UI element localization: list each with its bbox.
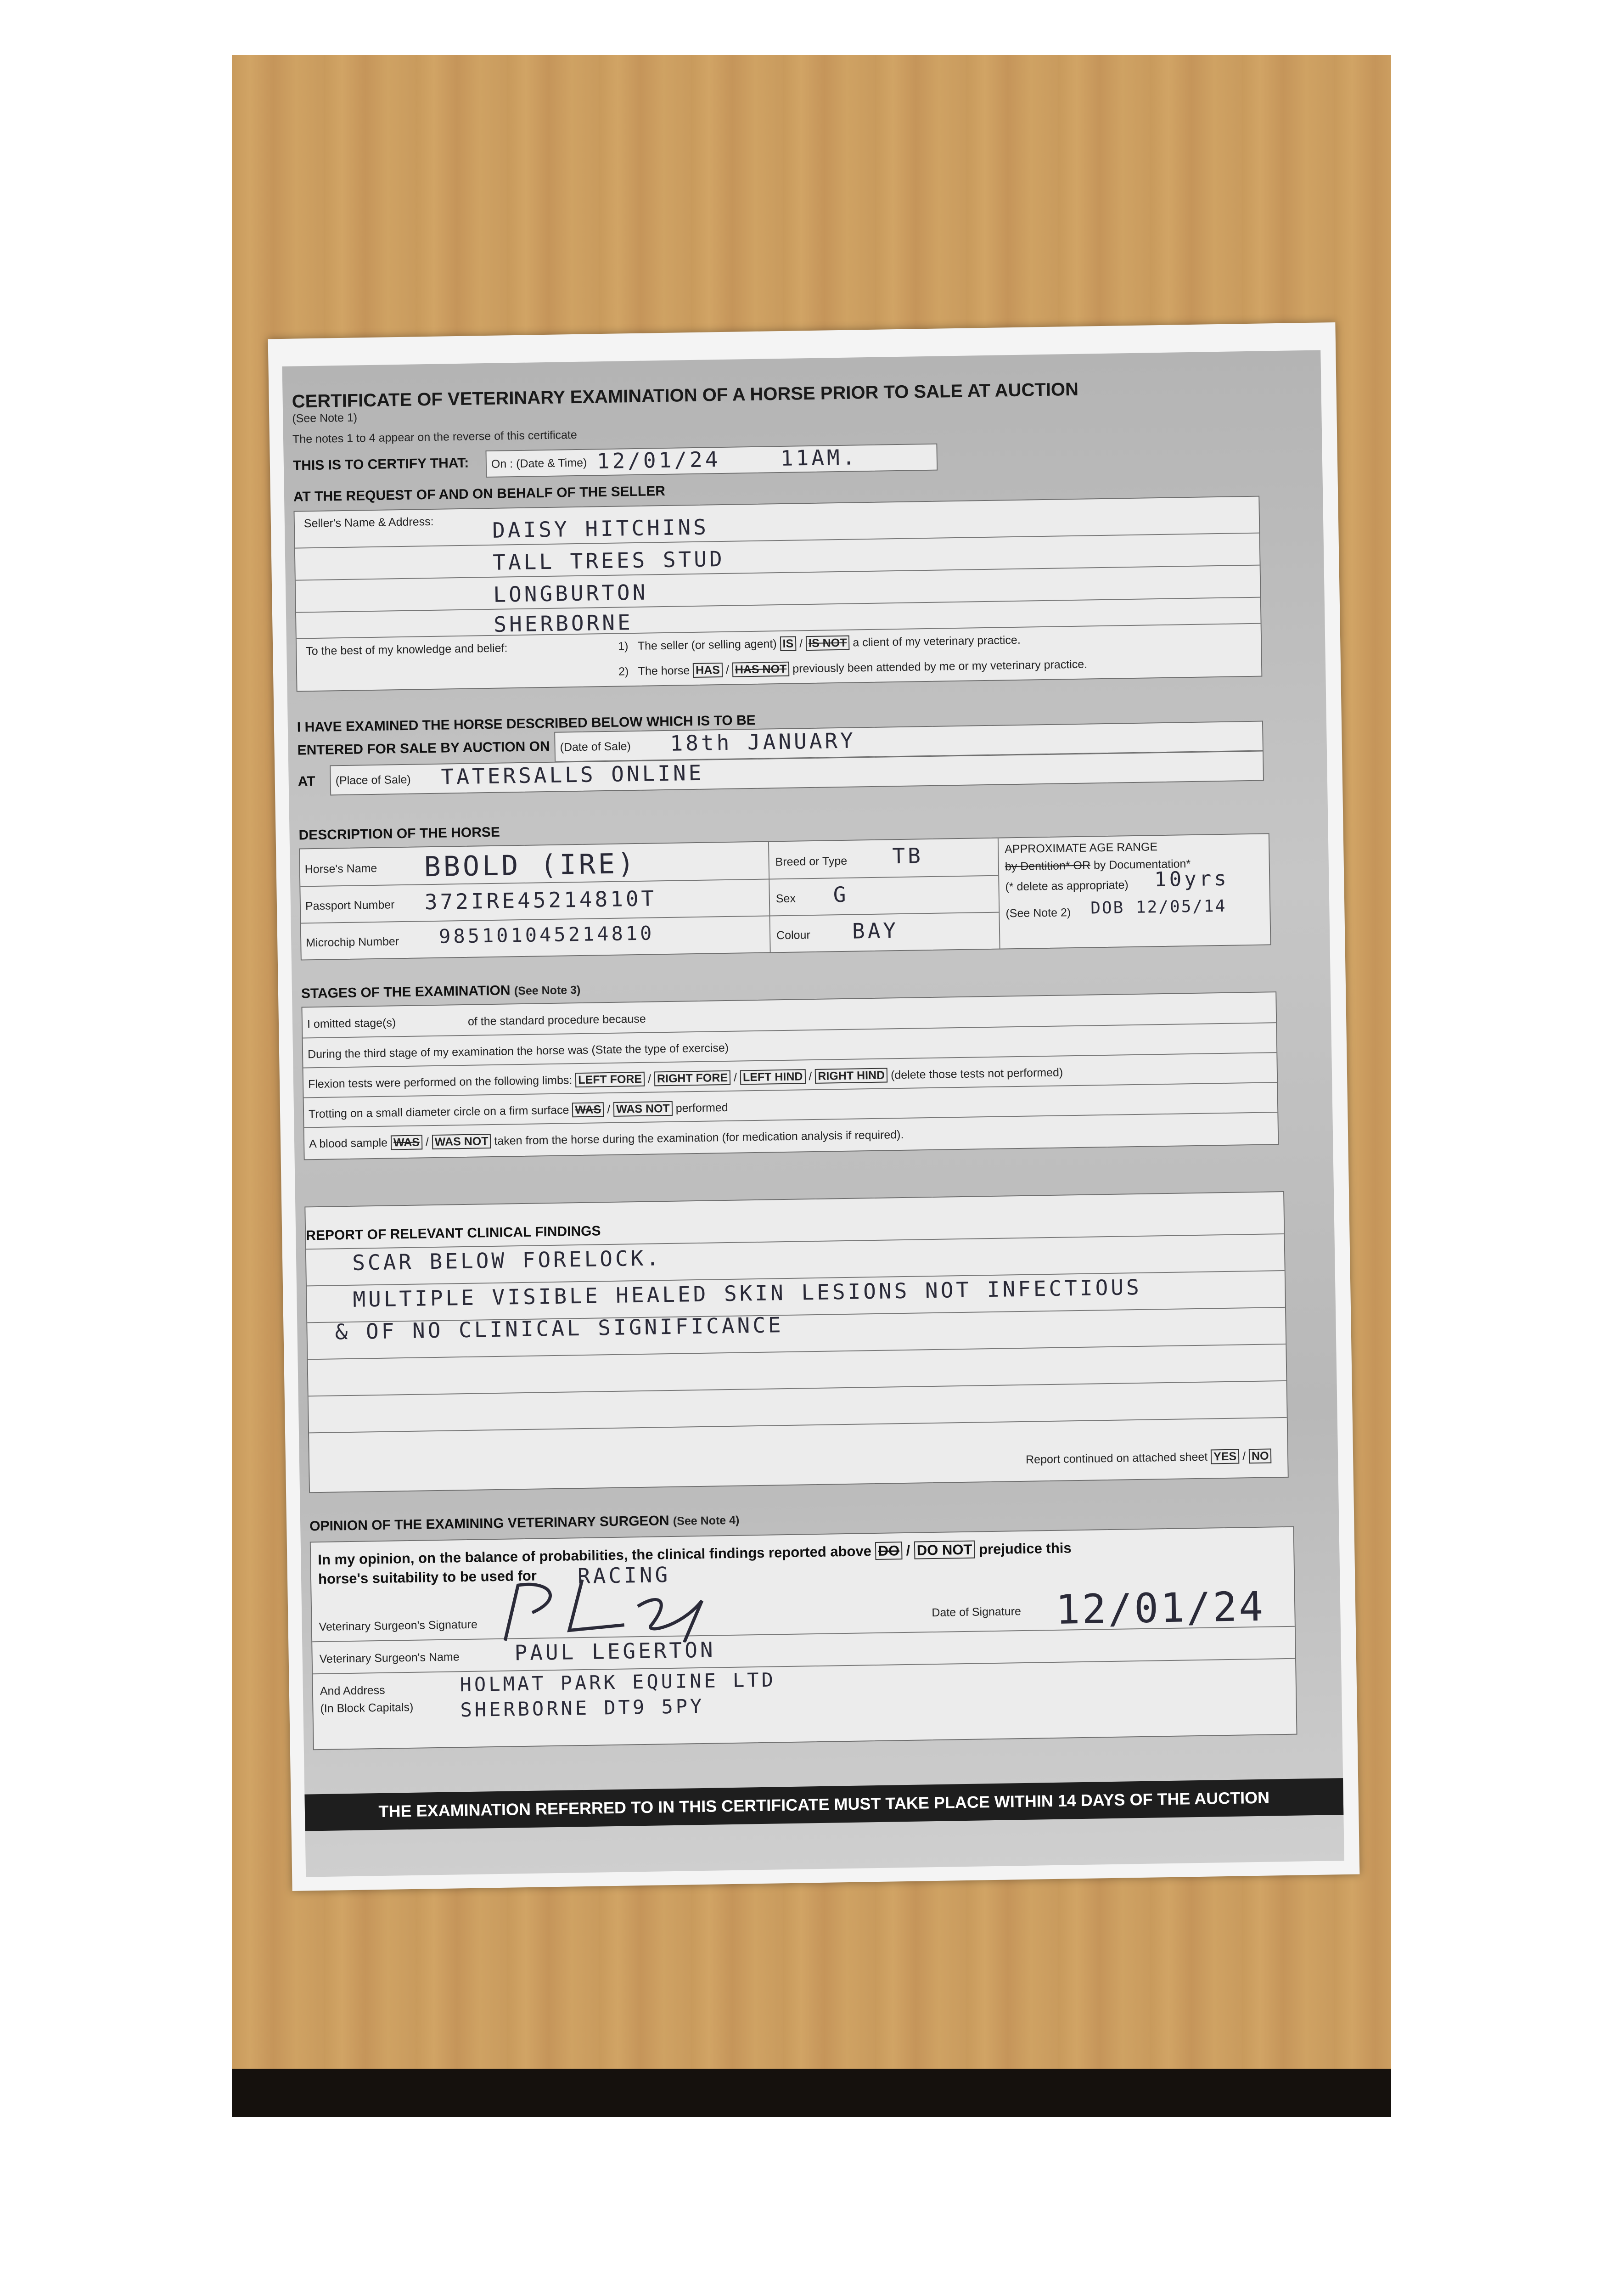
date-signature-label: Date of Signature <box>932 1605 1022 1620</box>
stages-heading: STAGES OF THE EXAMINATION (See Note 3) <box>301 983 581 1002</box>
sex-label: Sex <box>775 892 796 906</box>
opinion-do-not-option[interactable]: DO NOT <box>914 1541 975 1559</box>
opinion-statement: In my opinion, on the balance of probabilities, the clinical findings reported above DO / DO NOT prejudice this <box>318 1540 1072 1568</box>
microchip-value: 985101045214810 <box>438 922 655 948</box>
certificate-paper <box>268 322 1360 1891</box>
certify-date-value: 12/01/24 <box>596 447 721 474</box>
signature-mark <box>486 1573 744 1646</box>
colour-value: BAY <box>852 918 899 944</box>
seller-line-2: TALL TREES STUD <box>492 546 725 575</box>
colour-label: Colour <box>776 929 811 942</box>
opinion-box <box>310 1526 1297 1750</box>
sale-heading: I HAVE EXAMINED THE HORSE DESCRIBED BELOW WHICH IS TO BE <box>297 712 756 735</box>
photo-dark-edge <box>232 2069 1391 2117</box>
third-stage-label: During the third stage of my examination the horse was (State the type of exercise) <box>307 1041 729 1061</box>
suitability-label: horse's suitability to be used for <box>318 1567 537 1587</box>
address-label: And Address <box>320 1683 385 1698</box>
sale-date-label: (Date of Sale) <box>560 740 631 754</box>
horse-heading: DESCRIPTION OF THE HORSE <box>298 824 500 843</box>
seller-question-1: 1) The seller (or selling agent) IS / IS NOT a client of my veterinary practice. <box>618 633 1021 653</box>
left-fore-option[interactable]: LEFT FORE <box>575 1072 645 1087</box>
passport-value: 372IRE45214810T <box>424 886 657 915</box>
flexion-row: Flexion tests were performed on the following limbs: LEFT FORE / RIGHT FORE / LEFT HIND / RIGHT HIND (delete those tests not performed) <box>308 1066 1063 1091</box>
q2-has-not-option[interactable]: HAS NOT <box>732 662 790 677</box>
certify-date-field[interactable] <box>485 444 938 478</box>
knowledge-label: To the best of my knowledge and belief: <box>306 642 508 658</box>
trotting-row: Trotting on a small diameter circle on a firm surface WAS / WAS NOT performed <box>308 1101 728 1121</box>
seller-line <box>295 533 1259 549</box>
seller-name-label: Seller's Name & Address: <box>303 515 434 530</box>
seller-line-1: DAISY HITCHINS <box>492 514 709 543</box>
surgeon-name-label: Veterinary Surgeon's Name <box>319 1650 460 1666</box>
opinion-heading: OPINION OF THE EXAMINING VETERINARY SURGEON (See Note 4) <box>309 1513 740 1534</box>
report-box <box>304 1191 1289 1493</box>
right-hind-option[interactable]: RIGHT HIND <box>815 1068 887 1083</box>
report-heading: REPORT OF RELEVANT CLINICAL FINDINGS <box>306 1223 601 1244</box>
age-by-dentition: by Dentition* OR <box>1005 859 1091 873</box>
report-line-2: MULTIPLE VISIBLE HEALED SKIN LESIONS NOT INFECTIOUS <box>353 1274 1142 1312</box>
blood-row: A blood sample WAS / WAS NOT taken from the horse during the examination (for medication analysis if required). <box>309 1128 904 1151</box>
report-line <box>308 1344 1286 1360</box>
seller-question-2: 2) The horse HAS / HAS NOT previously been attended by me or my veterinary practice. <box>618 658 1088 678</box>
sex-value: G <box>833 882 849 907</box>
microchip-label: Microchip Number <box>306 935 399 950</box>
trot-was-option[interactable]: WAS <box>572 1102 604 1117</box>
horse-name-value: BBOLD (IRE) <box>424 847 637 884</box>
seller-line <box>297 623 1261 639</box>
report-continued: Report continued on attached sheet YES / NO <box>1026 1449 1272 1466</box>
seller-line-4: SHERBORNE <box>493 610 634 637</box>
horse-description-box <box>299 833 1271 960</box>
address-line-1: HOLMAT PARK EQUINE LTD <box>460 1668 776 1696</box>
sale-entered-label: ENTERED FOR SALE BY AUCTION ON <box>297 738 550 758</box>
title-see-note: (See Note 1) <box>292 411 358 425</box>
report-line-3: & OF NO CLINICAL SIGNIFICANCE <box>335 1312 784 1345</box>
certificate-title: CERTIFICATE OF VETERINARY EXAMINATION OF A HORSE PRIOR TO SALE AT AUCTION <box>292 379 1079 412</box>
horse-column-divider <box>768 842 771 952</box>
sale-at-label: AT <box>298 773 315 789</box>
report-line <box>309 1417 1287 1433</box>
horse-column-divider <box>998 838 1000 949</box>
report-line-1: SCAR BELOW FORELOCK. <box>352 1245 662 1275</box>
footer-banner: THE EXAMINATION REFERRED TO IN THIS CERTIFICATE MUST TAKE PLACE WITHIN 14 DAYS OF THE AUCTION <box>304 1778 1343 1831</box>
certify-on-label: On : (Date & Time) <box>491 456 587 471</box>
certificate-form <box>282 350 1344 1877</box>
age-see-note: (See Note 2) <box>1005 906 1071 920</box>
age-by-documentation: by Documentation* <box>1093 857 1191 872</box>
signature-label: Veterinary Surgeon's Signature <box>319 1618 478 1634</box>
report-yes-option[interactable]: YES <box>1211 1449 1240 1464</box>
opinion-line <box>313 1658 1295 1675</box>
certify-label: THIS IS TO CERTIFY THAT: <box>292 455 469 473</box>
age-delete-note: (* delete as appropriate) <box>1005 878 1129 894</box>
stages-box <box>301 991 1279 1160</box>
q1-is-option[interactable]: IS <box>780 636 796 651</box>
passport-label: Passport Number <box>305 898 395 913</box>
seller-line-3: LONGBURTON <box>493 580 648 607</box>
block-capitals-label: (In Block Capitals) <box>320 1700 414 1716</box>
horse-row-line <box>300 875 998 887</box>
seller-section-label: AT THE REQUEST OF AND ON BEHALF OF THE SELLER <box>293 483 666 505</box>
stages-line <box>303 1022 1276 1038</box>
blood-was-not-option[interactable]: WAS NOT <box>432 1134 491 1149</box>
age-value: 10yrs <box>1154 867 1230 892</box>
certify-time-value: 11AM. <box>780 445 858 471</box>
report-no-option[interactable]: NO <box>1249 1448 1272 1463</box>
q2-has-option[interactable]: HAS <box>693 663 723 678</box>
address-line-2: SHERBORNE DT9 5PY <box>460 1694 705 1722</box>
sale-place-label: (Place of Sale) <box>335 773 411 788</box>
omitted-tail: of the standard procedure because <box>467 1012 646 1028</box>
left-hind-option[interactable]: LEFT HIND <box>740 1069 806 1085</box>
seller-line <box>296 565 1260 581</box>
trot-was-not-option[interactable]: WAS NOT <box>613 1101 673 1117</box>
breed-label: Breed or Type <box>775 854 848 869</box>
blood-was-option[interactable]: WAS <box>391 1135 422 1150</box>
right-fore-option[interactable]: RIGHT FORE <box>654 1070 731 1086</box>
sale-date-value: 18th JANUARY <box>670 728 856 756</box>
report-line <box>309 1380 1286 1396</box>
omitted-label: I omitted stage(s) <box>307 1016 396 1031</box>
breed-value: TB <box>892 843 924 869</box>
horse-name-label: Horse's Name <box>304 861 377 876</box>
q1-is-not-option[interactable]: IS NOT <box>806 636 850 651</box>
suitability-value: RACING <box>577 1562 671 1589</box>
surgeon-name-value: PAUL LEGERTON <box>514 1637 716 1666</box>
dob-value: DOB 12/05/14 <box>1090 896 1227 918</box>
seller-box <box>293 496 1262 692</box>
sale-place-value: TATERSALLS ONLINE <box>441 760 704 789</box>
opinion-do-option[interactable]: DO <box>875 1542 902 1560</box>
notes-line: The notes 1 to 4 appear on the reverse of this certificate <box>292 428 577 446</box>
age-heading: APPROXIMATE AGE RANGE <box>1005 840 1158 856</box>
seller-line <box>296 597 1260 613</box>
date-signature-value: 12/01/24 <box>1055 1582 1265 1633</box>
